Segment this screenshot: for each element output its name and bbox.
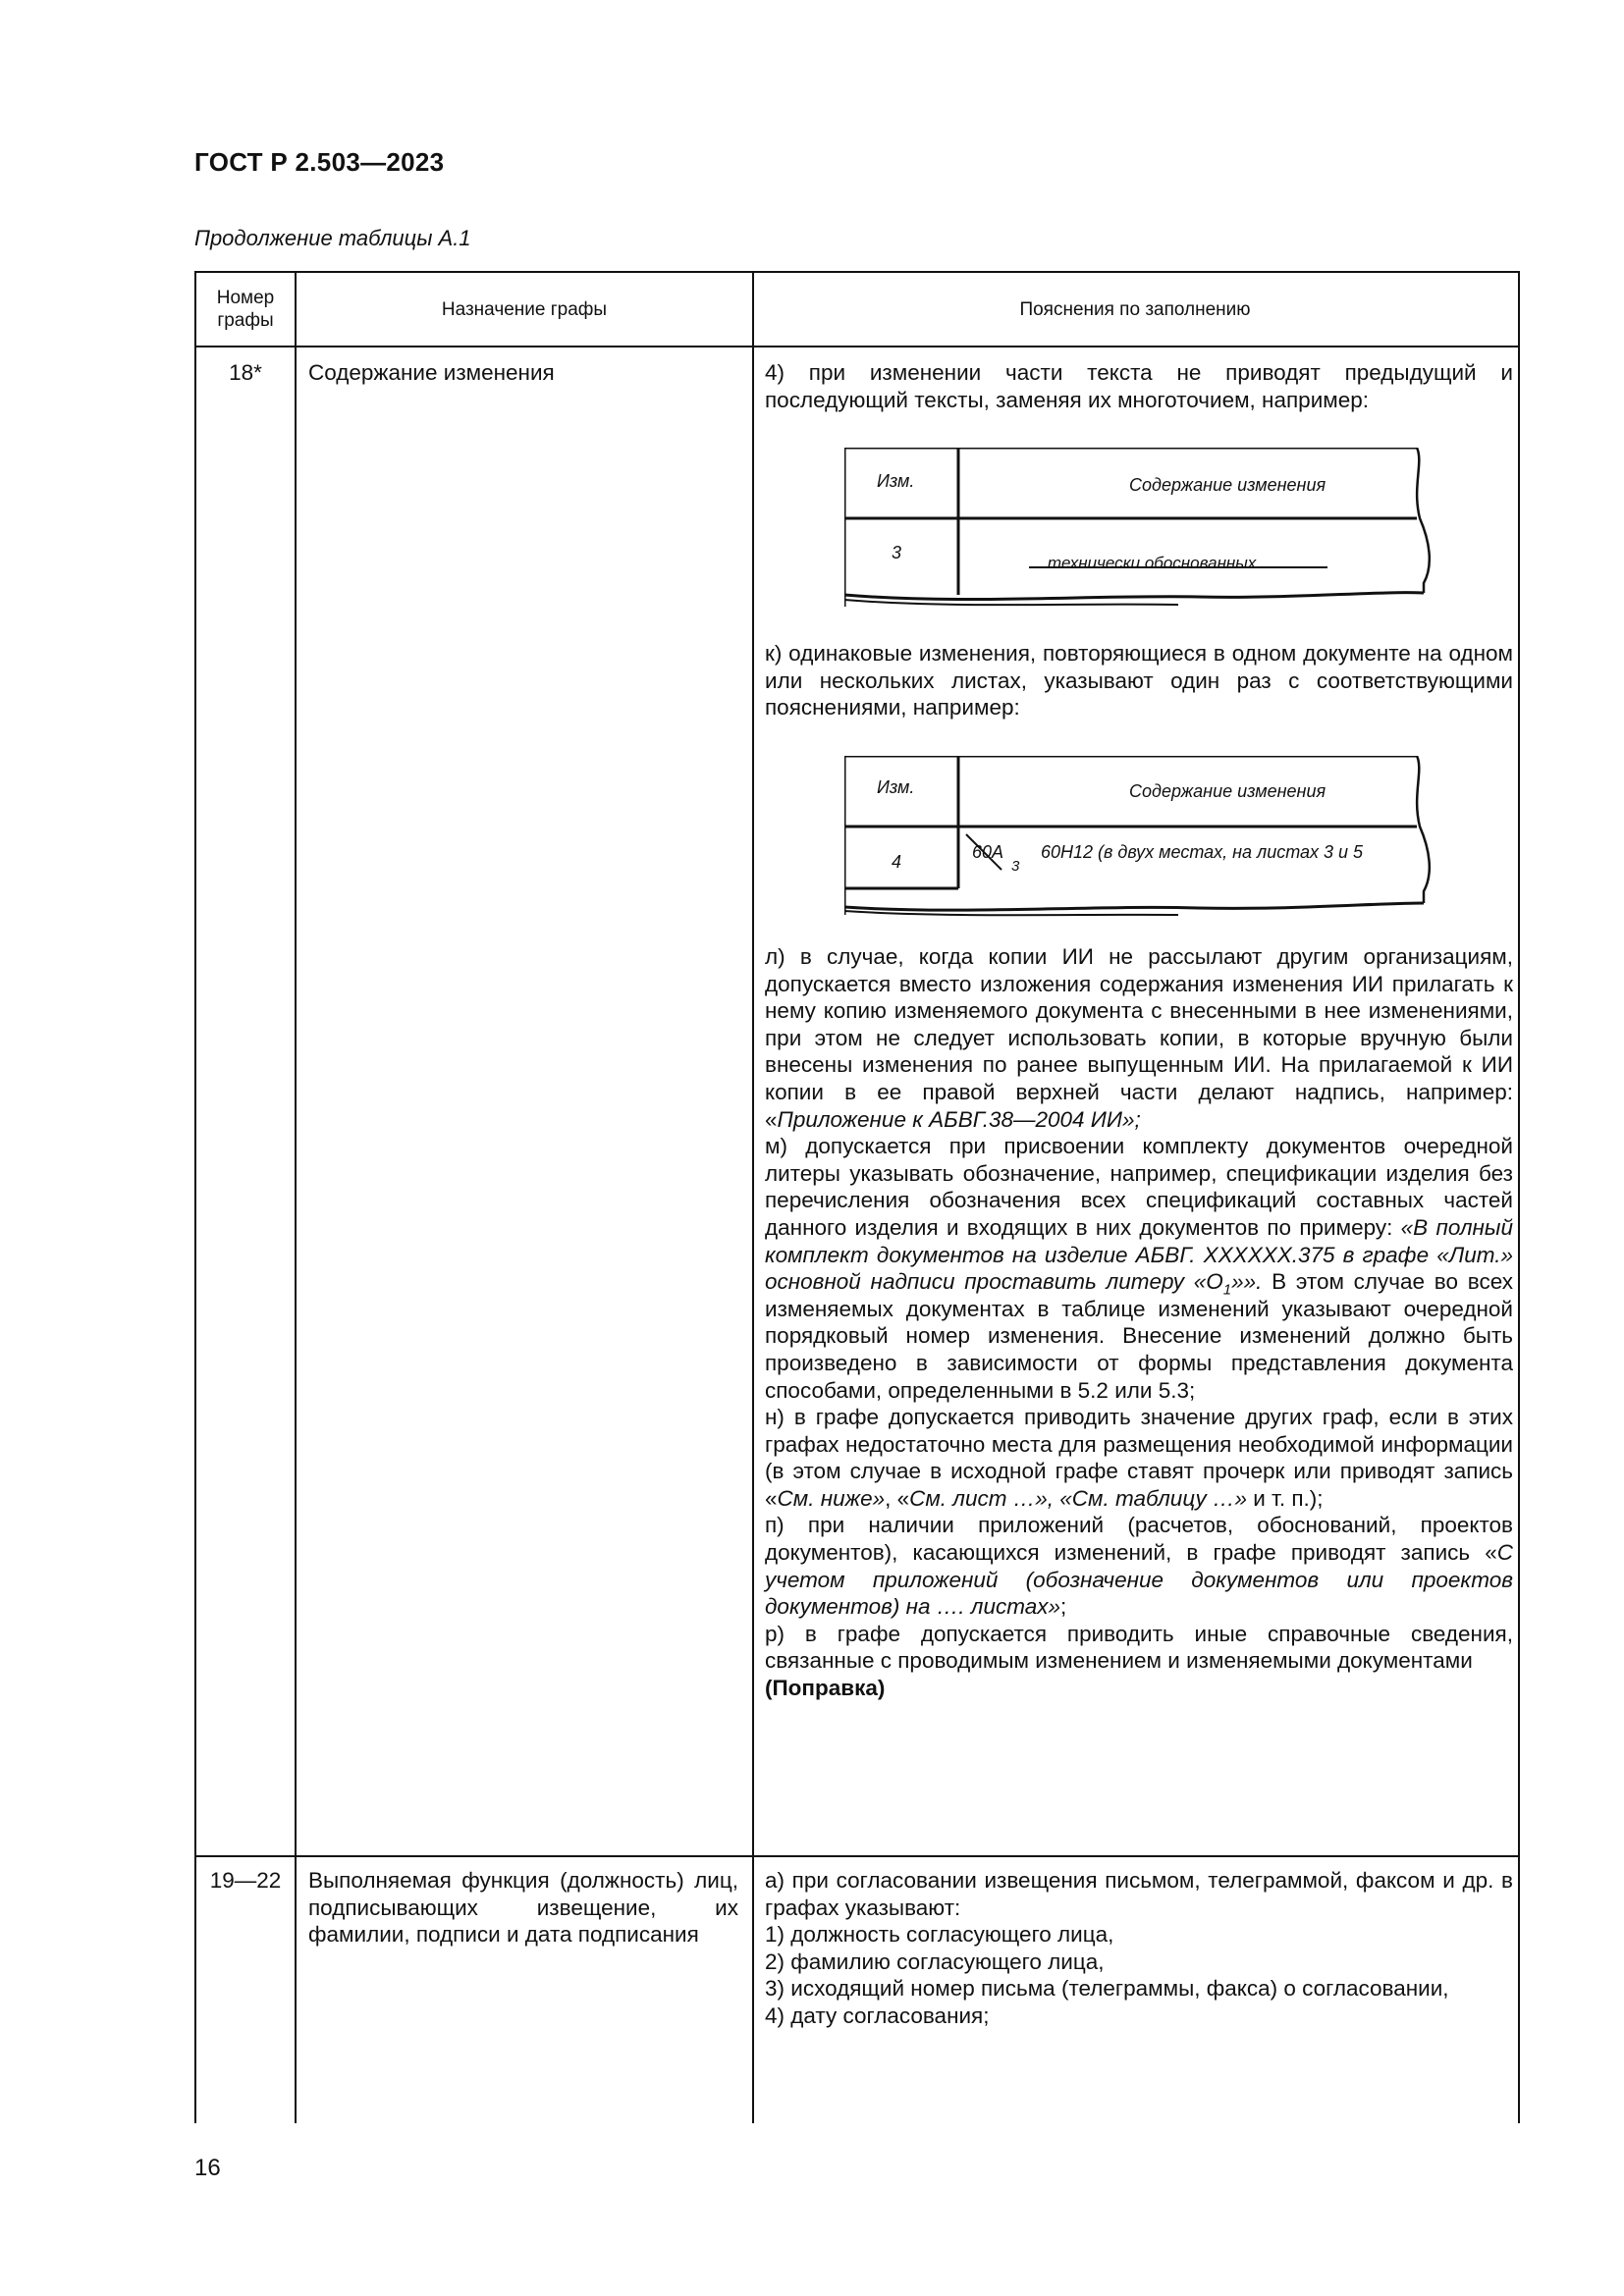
row18-items-l-to-r <box>765 943 1513 1702</box>
row18-purpose: Содержание изменения <box>308 360 555 385</box>
row18-item-n: н) в графе допускается приводить значение других граф, если в этих графах недостаточно места для размещения необходимой информации (в этом случае в исходной графе ставят прочерк или приводят запись «См. ниже», «См. лист …», «См. таблицу …» и т. п.); <box>765 1405 1513 1511</box>
row18-number: 18* <box>229 360 262 385</box>
table-caption: Продолжение таблицы А.1 <box>194 226 471 250</box>
header-explanation: Пояснения по заполнению <box>1019 298 1251 320</box>
row18-item-4: 4) при изменении части текста не приводят предыдущий и последующий тексты, заменяя их многоточием, например: <box>765 360 1513 412</box>
column-divider <box>752 273 754 2123</box>
row18-item-l: л) в случае, когда копии ИИ не рассылают другим организациям, допускается вместо изложения содержания изменения ИИ прилагать к нему копию изменяемого документа с внесенными в нее изменениями, при этом не следует использовать копии, в которые вручную были внесены изменения по ранее выпущенным ИИ. На прилагаемой к ИИ копии в ее правой верхней части делают надпись, например: «Приложение к АБВГ.38—2004 ИИ»; <box>765 944 1513 1132</box>
header-number: Номер графы <box>216 288 275 331</box>
sample2-new-value: 60Н12 (в двух местах, на листах 3 и 5 <box>1041 842 1364 862</box>
column-divider <box>295 273 297 2123</box>
header-purpose: Назначение графы <box>441 298 608 320</box>
row18-item-k: к) одинаковые изменения, повторяющиеся в одном документе на одном или нескольких листах, указывают один раз с соответствующими пояснениями, например: <box>765 641 1513 721</box>
sample1-col1-header: Изм. <box>877 471 915 491</box>
row19-purpose: Выполняемая функция (должность) лиц, подписывающих извещение, их фамилии, подписи и дата подписания <box>308 1868 738 1948</box>
sample-table-1 <box>844 448 1424 611</box>
row18-item-p: п) при наличии приложений (расчетов, обоснований, проектов документов), касающихся изменений, в графе приводят запись «С учетом приложений (обозначение документов или проектов документов) на …. листах»; <box>765 1513 1513 1620</box>
sample-table-2 <box>844 756 1424 919</box>
row19-item: 3) исходящий номер письма (телеграммы, факса) о согласовании, <box>765 1976 1449 2002</box>
row19-explanation <box>765 1867 1513 2030</box>
sample-table-1-frame <box>844 448 1434 611</box>
sample-table-2-frame <box>844 756 1434 919</box>
row19-item: 1) должность согласующего лица, <box>765 1922 1114 1948</box>
row19-number: 19—22 <box>209 1868 282 1893</box>
sample1-col2-value: ... технически обоснованных ... <box>1029 554 1275 572</box>
row19-item: а) при согласовании извещения письмом, телеграммой, факсом и др. в графах указывают: <box>765 1868 1513 1920</box>
row18-item-m: м) допускается при присвоении комплекту документов очередной литеры указывать обозначение, например, спецификации изделия без перечисления обозначения всех спецификаций составных частей данного изделия и входящих в них документов по примеру: «В полный комплект документов на изделие АБВГ. ХXXXXX.375 в графе «Лит.» основной надписи проставить литеру «$О_1$»». В этом случае во всех изменяемых документах в таблице изменений указывают очередной порядковый номер изменения. Внесение изменений должно быть произведено в зависимости от формы представления документа способами, определенными в 5.2 или 5.3; <box>765 1134 1513 1403</box>
sample2-col1-value: 4 <box>892 852 902 872</box>
page-number: 16 <box>194 2155 221 2181</box>
sample2-change-mark: 3 <box>1011 858 1020 875</box>
table-a1-continuation <box>194 271 1520 2123</box>
sample1-col2-header: Содержание изменения <box>1129 475 1326 495</box>
sample2-col1-header: Изм. <box>877 777 915 797</box>
document-code: ГОСТ Р 2.503—2023 <box>194 147 445 177</box>
row19-item: 2) фамилию согласующего лица, <box>765 1949 1105 1974</box>
row19-item: 4) дату согласования; <box>765 2002 990 2028</box>
row-divider <box>196 1855 1518 1857</box>
sample1-col1-value: 3 <box>892 543 902 562</box>
sample2-col2-header: Содержание изменения <box>1129 781 1326 801</box>
sample2-struck-value: 60А <box>972 842 1004 862</box>
row18-amendment: (Поправка) <box>765 1676 886 1701</box>
header-divider <box>196 346 1518 347</box>
row18-item-r: р) в графе допускается приводить иные справочные сведения, связанные с проводимым изменением и изменяемыми документами <box>765 1621 1513 1674</box>
